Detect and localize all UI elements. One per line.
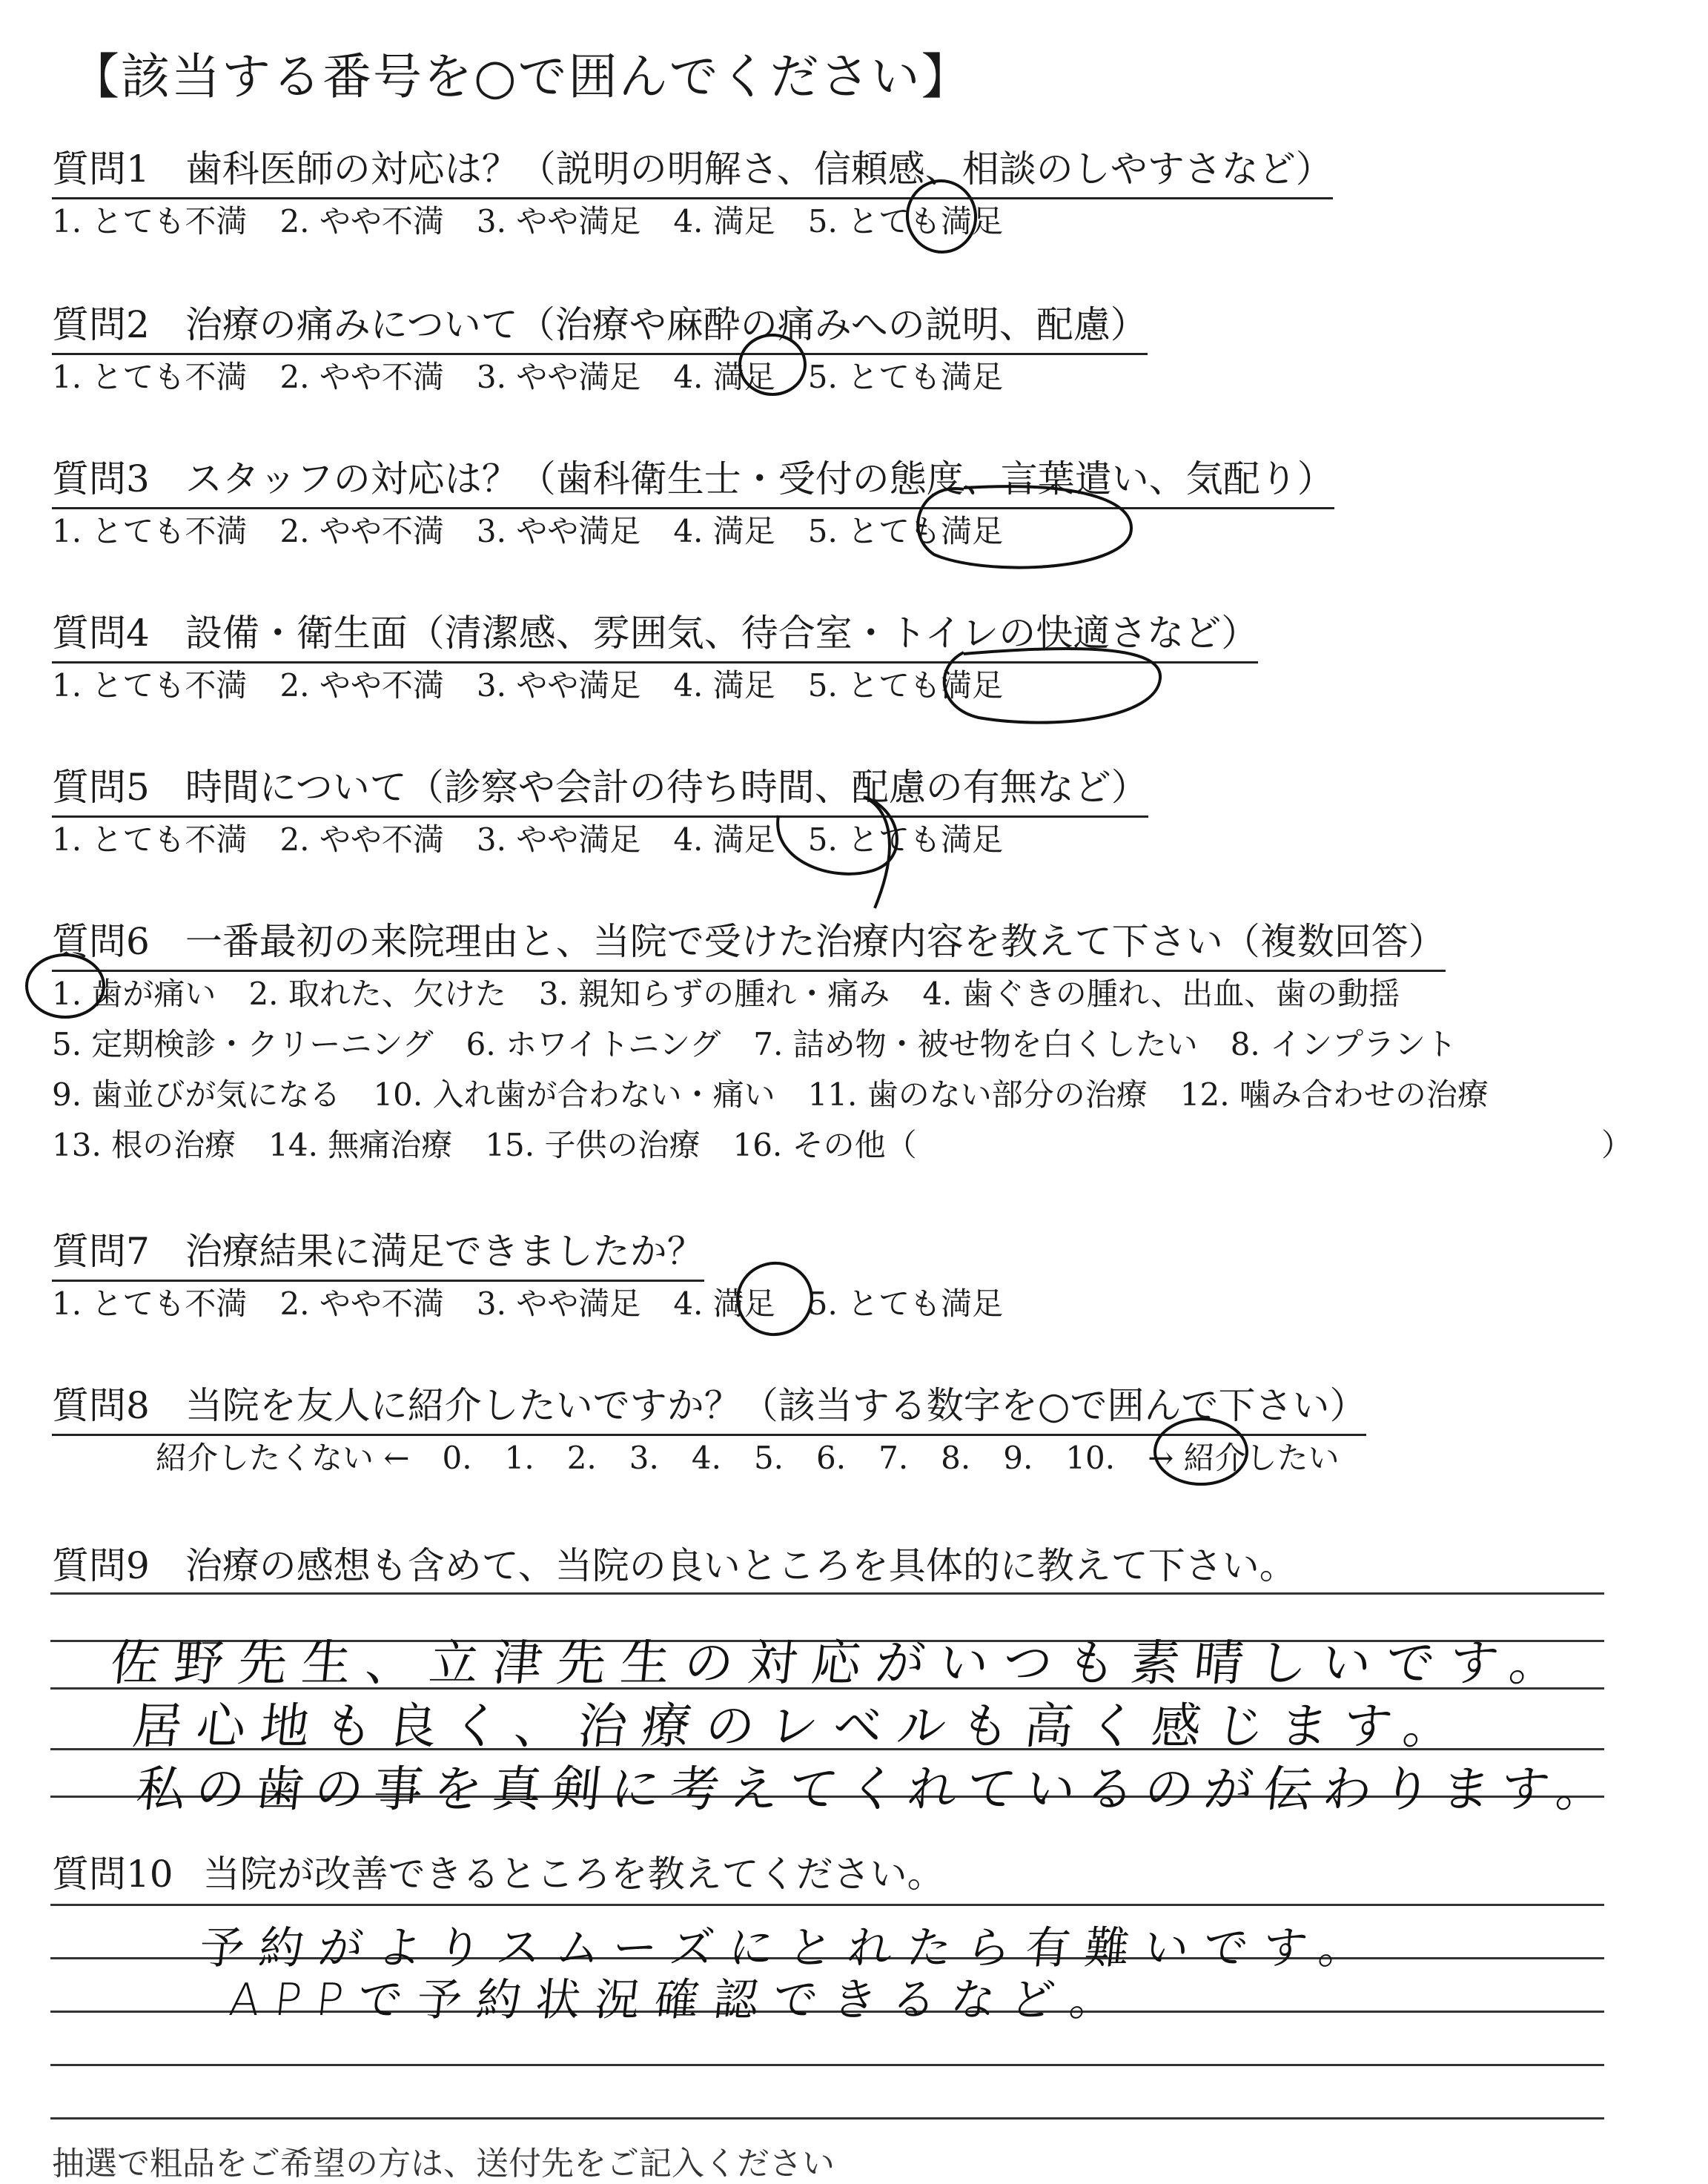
q4-options bbox=[52, 661, 1036, 706]
q9-answer-line-3: 私の歯の事を真剣に考えてくれているのが伝わります。 bbox=[133, 1761, 1619, 1818]
scale-number[interactable]: 3. bbox=[629, 1440, 659, 1476]
question-number: 質問6 bbox=[52, 920, 150, 963]
question-text: 時間について（診察や会計の待ち時間、配慮の有無など） bbox=[185, 766, 1148, 809]
scale-number[interactable]: 8. bbox=[941, 1440, 971, 1476]
scale-number[interactable]: 2. bbox=[566, 1440, 597, 1476]
question-number: 質問4 bbox=[52, 612, 150, 655]
option-5[interactable]: 5. とても満足 bbox=[807, 667, 1004, 704]
option-1[interactable]: 1. とても不満 bbox=[52, 821, 248, 858]
page-title: 【該当する番号を○で囲んでください】 bbox=[70, 48, 972, 105]
q6-options-row-4 bbox=[52, 1121, 950, 1165]
reason-option[interactable]: 6. ホワイトニング bbox=[466, 1026, 721, 1062]
option-5[interactable]: 5. とても満足 bbox=[807, 513, 1004, 549]
scale-number[interactable]: 4. bbox=[691, 1440, 721, 1476]
option-2[interactable]: 2. やや不満 bbox=[279, 513, 444, 549]
question-text: 当院を友人に紹介したいですか？（該当する数字を○で囲んで下さい） bbox=[185, 1384, 1367, 1427]
scale-number[interactable]: 9. bbox=[1003, 1440, 1033, 1476]
q10-answer-line-1: 予約がよりスムーズにとれたら有難いです。 bbox=[196, 1922, 1381, 1974]
question-number: 質問2 bbox=[52, 303, 150, 346]
q8-scale bbox=[156, 1434, 1340, 1478]
scale-number[interactable]: 1. bbox=[504, 1440, 534, 1476]
question-number: 質問1 bbox=[52, 148, 150, 191]
reason-option[interactable]: 9. 歯並びが気になる bbox=[52, 1076, 341, 1113]
reason-option[interactable]: 1. 歯が痛い bbox=[52, 976, 216, 1012]
option-3[interactable]: 3. やや満足 bbox=[476, 667, 641, 704]
q5-options bbox=[52, 815, 1036, 860]
question-text: 歯科医師の対応は？（説明の明解さ、信頼感、相談のしやすさなど） bbox=[185, 148, 1333, 191]
q9-answer-line-1: 佐野先生、立津先生の対応がいつも素晴しいです。 bbox=[107, 1635, 1577, 1692]
option-3[interactable]: 3. やや満足 bbox=[476, 1285, 641, 1322]
scale-number[interactable]: 5. bbox=[753, 1440, 784, 1476]
option-1[interactable]: 1. とても不満 bbox=[52, 203, 248, 239]
question-4 bbox=[52, 603, 1258, 664]
option-5[interactable]: 5. とても満足 bbox=[807, 821, 1004, 858]
option-5[interactable]: 5. とても満足 bbox=[807, 359, 1004, 395]
option-4[interactable]: 4. 満足 bbox=[673, 821, 775, 858]
question-7 bbox=[52, 1222, 704, 1282]
question-text: スタッフの対応は？（歯科衛生士・受付の態度、言葉遣い、気配り） bbox=[185, 457, 1334, 500]
reason-option[interactable]: 14. 無痛治療 bbox=[268, 1127, 453, 1163]
question-number: 質問8 bbox=[52, 1384, 150, 1427]
q6-options-row-1 bbox=[52, 970, 1432, 1014]
q2-options bbox=[52, 353, 1036, 397]
answer-line bbox=[50, 2117, 1604, 2120]
reason-option[interactable]: 5. 定期検診・クリーニング bbox=[52, 1026, 434, 1062]
scale-number[interactable]: 0. bbox=[442, 1440, 472, 1476]
scale-right-label: → 紹介したい bbox=[1148, 1440, 1340, 1476]
question-9 bbox=[52, 1536, 1297, 1594]
q6-options-row-3 bbox=[52, 1071, 1521, 1115]
option-4[interactable]: 4. 満足 bbox=[673, 1285, 775, 1322]
q9-answer-line-2: 居心地も良く、治療のレベルも高く感じます。 bbox=[130, 1698, 1470, 1755]
question-text: 一番最初の来院理由と、当院で受けた治療内容を教えて下さい（複数回答） bbox=[185, 920, 1446, 963]
other-close-paren: ） bbox=[1601, 1127, 1633, 1163]
reason-option[interactable]: 16. その他（ bbox=[732, 1127, 917, 1163]
option-5[interactable]: 5. とても満足 bbox=[807, 1285, 1004, 1322]
question-number: 質問10 bbox=[52, 1853, 173, 1896]
reason-option[interactable]: 13. 根の治療 bbox=[52, 1127, 236, 1163]
question-number: 質問7 bbox=[52, 1230, 150, 1273]
scale-number[interactable]: 10. bbox=[1065, 1440, 1116, 1476]
option-2[interactable]: 2. やや不満 bbox=[279, 667, 444, 704]
reason-option[interactable]: 4. 歯ぐきの腫れ、出血、歯の動揺 bbox=[922, 976, 1400, 1012]
option-3[interactable]: 3. やや満足 bbox=[476, 359, 641, 395]
question-text: 治療結果に満足できましたか？ bbox=[185, 1230, 704, 1273]
option-5[interactable]: 5. とても満足 bbox=[807, 203, 1004, 239]
answer-line bbox=[50, 2064, 1604, 2066]
option-3[interactable]: 3. やや満足 bbox=[476, 203, 641, 239]
reason-option[interactable]: 11. 歯のない部分の治療 bbox=[807, 1076, 1148, 1113]
option-3[interactable]: 3. やや満足 bbox=[476, 821, 641, 858]
reason-option[interactable]: 10. 入れ歯が合わない・痛い bbox=[373, 1076, 775, 1113]
question-text: 治療の感想も含めて、当院の良いところを具体的に教えて下さい。 bbox=[185, 1544, 1297, 1587]
scale-number[interactable]: 7. bbox=[878, 1440, 909, 1476]
question-8 bbox=[52, 1376, 1366, 1436]
reason-option[interactable]: 3. 親知らずの腫れ・痛み bbox=[538, 976, 890, 1012]
question-1 bbox=[52, 139, 1333, 199]
reason-option[interactable]: 7. 詰め物・被せ物を白くしたい bbox=[753, 1026, 1198, 1062]
question-2 bbox=[52, 295, 1148, 355]
q1-options bbox=[52, 197, 1036, 242]
question-6 bbox=[52, 912, 1446, 972]
option-4[interactable]: 4. 満足 bbox=[673, 513, 775, 549]
q10-answer-line-2: APPで予約状況確認できるなど。 bbox=[226, 1974, 1132, 2026]
option-2[interactable]: 2. やや不満 bbox=[279, 1285, 444, 1322]
option-4[interactable]: 4. 満足 bbox=[673, 667, 775, 704]
option-4[interactable]: 4. 満足 bbox=[673, 359, 775, 395]
question-10 bbox=[52, 1844, 944, 1902]
answer-line bbox=[50, 1592, 1604, 1595]
option-1[interactable]: 1. とても不満 bbox=[52, 667, 248, 704]
option-1[interactable]: 1. とても不満 bbox=[52, 513, 248, 549]
option-1[interactable]: 1. とても不満 bbox=[52, 359, 248, 395]
q6-options-row-2 bbox=[52, 1020, 1489, 1065]
reason-option[interactable]: 12. 噛み合わせの治療 bbox=[1179, 1076, 1489, 1113]
scale-number[interactable]: 6. bbox=[816, 1440, 847, 1476]
question-number: 質問3 bbox=[52, 457, 150, 500]
question-text: 当院が改善できるところを教えてください。 bbox=[202, 1853, 944, 1896]
reason-option[interactable]: 2. 取れた、欠けた bbox=[248, 976, 506, 1012]
scale-left-label: 紹介したくない ← bbox=[156, 1440, 410, 1476]
question-number: 質問9 bbox=[52, 1544, 150, 1587]
q7-options bbox=[52, 1280, 1036, 1324]
question-5 bbox=[52, 758, 1148, 818]
footer-text: 抽選で粗品をご希望の方は、送付先をご記入ください bbox=[52, 2145, 835, 2183]
question-3 bbox=[52, 449, 1334, 509]
option-2[interactable]: 2. やや不満 bbox=[279, 359, 444, 395]
option-4[interactable]: 4. 満足 bbox=[673, 203, 775, 239]
reason-option[interactable]: 15. 子供の治療 bbox=[485, 1127, 701, 1163]
option-2[interactable]: 2. やや不満 bbox=[279, 203, 444, 239]
option-2[interactable]: 2. やや不満 bbox=[279, 821, 444, 858]
question-number: 質問5 bbox=[52, 766, 150, 809]
answer-line bbox=[50, 1904, 1604, 1906]
option-3[interactable]: 3. やや満足 bbox=[476, 513, 641, 549]
q3-options bbox=[52, 507, 1036, 552]
question-text: 設備・衛生面（清潔感、雰囲気、待合室・トイレの快適さなど） bbox=[185, 612, 1259, 655]
question-text: 治療の痛みについて（治療や麻酔の痛みへの説明、配慮） bbox=[185, 303, 1148, 346]
reason-option[interactable]: 8. インプラント bbox=[1230, 1026, 1457, 1062]
option-1[interactable]: 1. とても不満 bbox=[52, 1285, 248, 1322]
